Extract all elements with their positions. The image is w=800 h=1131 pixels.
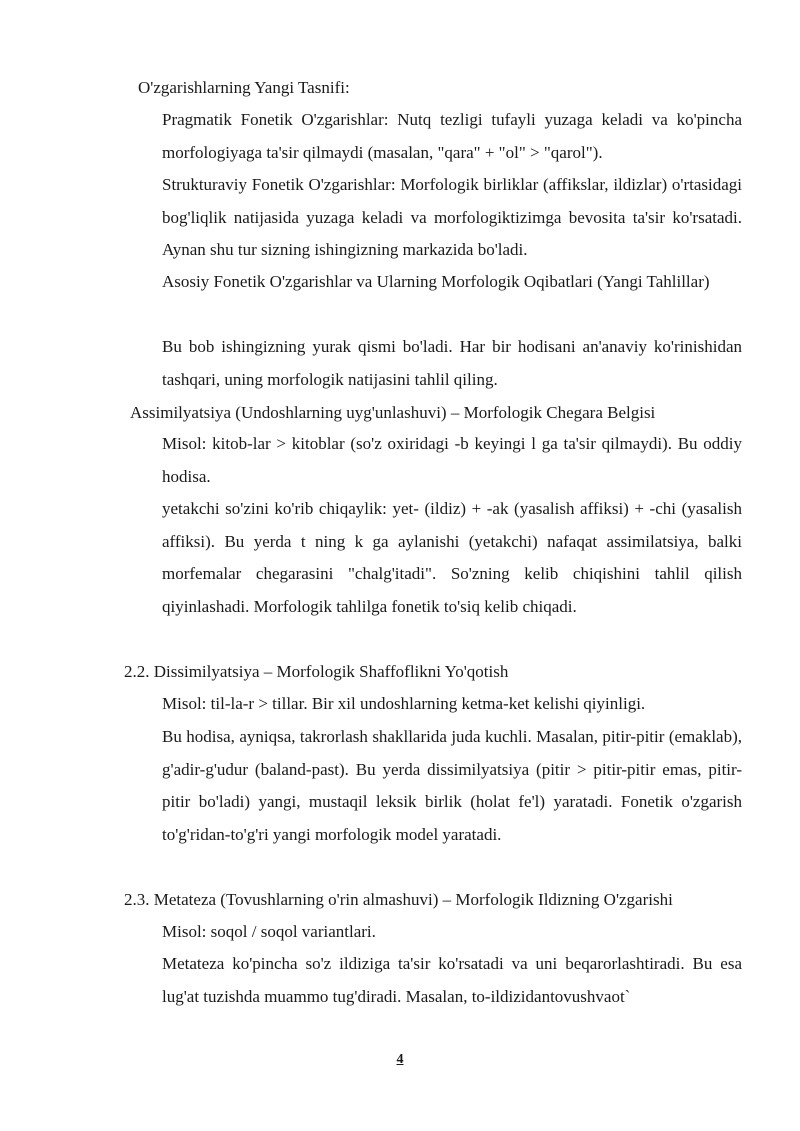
heading-dissimilyatsiya: 2.2. Dissimilyatsiya – Morfologik Shaffoflikni Yo'qotish bbox=[124, 662, 509, 681]
heading-assimilyatsiya: Assimilyatsiya (Undoshlarning uyg'unlashuvi) – Morfologik Chegara Belgisi bbox=[130, 403, 656, 422]
paragraph-misol-kitob: Misol: kitob-lar > kitoblar (so'z oxiridagi -b keyingi l ga ta'sir qilmaydi). Bu oddiy hodisa. bbox=[162, 434, 742, 486]
paragraph-asosiy: Asosiy Fonetik O'zgarishlar va Ularning Morfologik Oqibatlari (Yangi Tahlillar) bbox=[162, 272, 710, 291]
paragraph-strukturaviy: Strukturaviy Fonetik O'zgarishlar: Morfologik birliklar (affikslar, ildizlar) o'rtasidagi bog'liqlik natijasida yuzaga keladi va morfologiktizimga bevosita ta'sir ko'rsatadi. Aynan shu tur sizning ishingizning markazida bo'ladi. bbox=[162, 175, 742, 259]
paragraph-pragmatik: Pragmatik Fonetik O'zgarishlar: Nutq tezligi tufayli yuzaga keladi va ko'pincha morfologiyaga ta'sir qilmaydi (masalan, "qara" + "ol" > "qarol"). bbox=[162, 110, 742, 162]
paragraph-bob: Bu bob ishingizning yurak qismi bo'ladi. Har bir hodisani an'anaviy ko'rinishidan tashqari, uning morfologik natijasini tahlil qiling. bbox=[162, 337, 742, 389]
heading-metateza: 2.3. Metateza (Tovushlarning o'rin almashuvi) – Morfologik Ildizning O'zgarishi bbox=[124, 890, 673, 909]
section-heading: O'zgarishlarning Yangi Tasnifi: bbox=[138, 78, 350, 97]
paragraph-misol-til: Misol: til-la-r > tillar. Bir xil undoshlarning ketma-ket kelishi qiyinligi. bbox=[162, 694, 646, 713]
page-number: 4 bbox=[396, 1052, 404, 1067]
paragraph-takrorlash: Bu hodisa, ayniqsa, takrorlash shakllarida juda kuchli. Masalan, pitir-pitir (emaklab), g'adir-g'udur (baland-past). Bu yerda dissimilyatsiya (pitir > pitir-pitir emas, pitir-pitir bo'ladi) yangi, mustaqil leksik birlik (holat fe'l) yaratadi. Fonetik o'zgarish to'g'ridan-to'g'ri yangi morfologik model yaratadi. bbox=[162, 727, 742, 844]
paragraph-yetakchi: yetakchi so'zini ko'rib chiqaylik: yet- (ildiz) + -ak (yasalish affiksi) + -chi (yasalish affiksi). Bu yerda t ning k ga aylanishi (yetakchi) nafaqat assimilatsiya, balki morfemalar chegarasini "chalg'itadi". So'zning kelib chiqishini tahlil qilish qiyinlashadi. Morfologik tahlilga fonetik to'siq kelib chiqadi. bbox=[162, 499, 742, 616]
paragraph-misol-soqol: Misol: soqol / soqol variantlari. bbox=[162, 922, 376, 941]
paragraph-metateza: Metateza ko'pincha so'z ildiziga ta'sir ko'rsatadi va uni beqarorlashtiradi. Bu esa lug'at tuzishda muammo tug'diradi. Masalan, to-ildizidantovushvaot` bbox=[162, 954, 742, 1006]
